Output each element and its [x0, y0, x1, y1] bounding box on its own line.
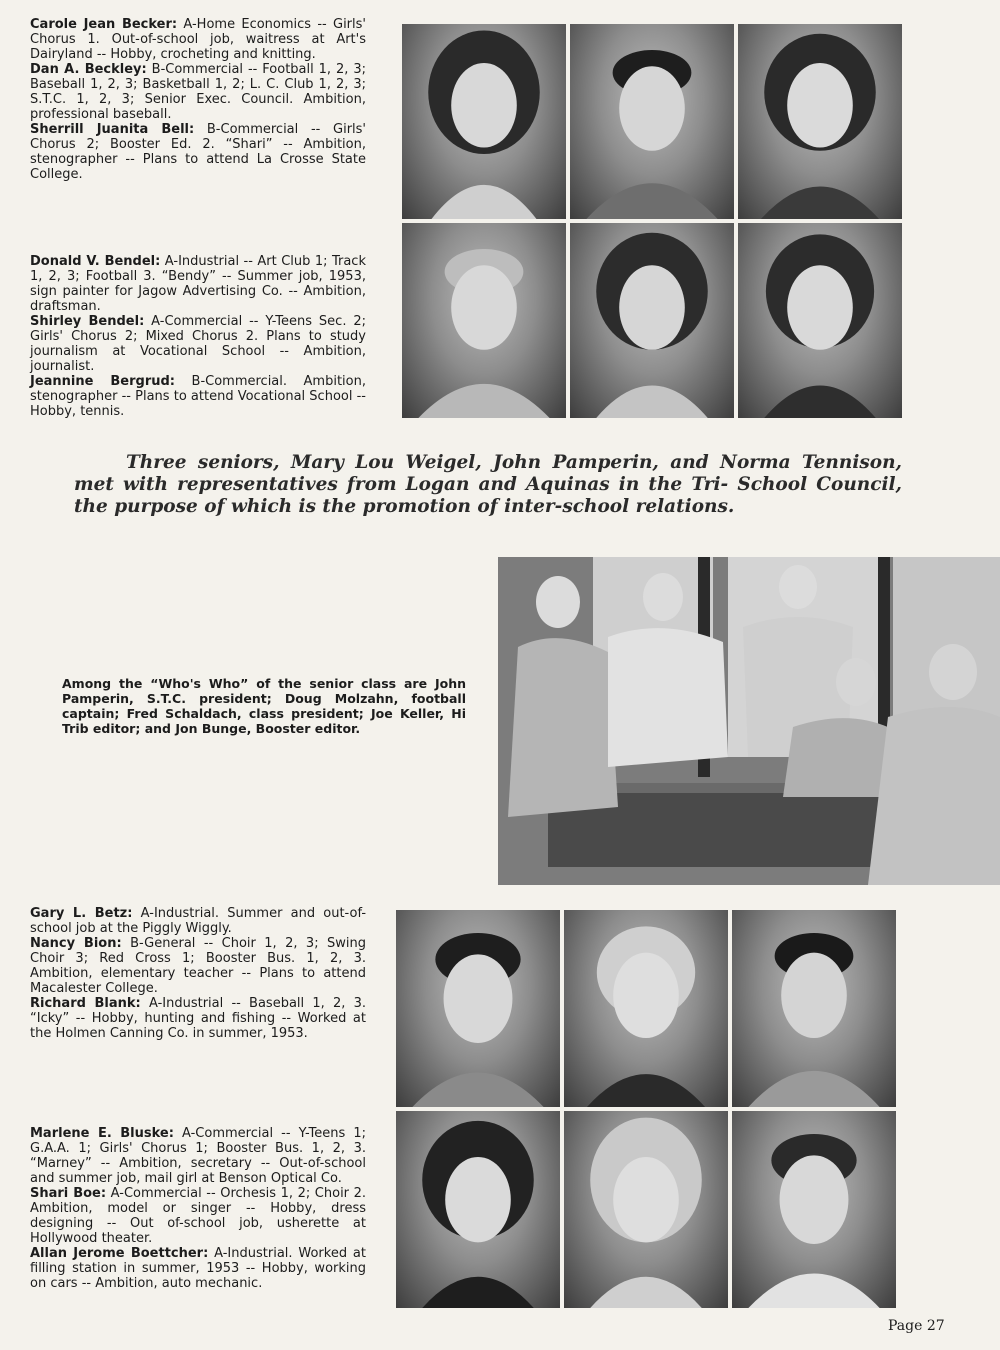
portrait-photo: [738, 24, 902, 219]
portrait-photo: [396, 1111, 560, 1308]
bio-text: B-Commercial -- Girls' Chorus 2; Booster Ed. 2. “Shari” -- Ambition, stenographer -- Plans to attend La Crosse State College.: [30, 122, 367, 182]
bio-entry: [30, 1126, 366, 1186]
bio-name: Dan A. Beckley:: [30, 62, 147, 77]
portrait-photo: [738, 223, 902, 418]
bio-text: A-Industrial. Worked at filling station in summer, 1953 -- Hobby, working on cars -- Ambition, auto mechanic.: [30, 1246, 366, 1291]
bio-name: Nancy Bion:: [30, 936, 122, 951]
bio-entry: [30, 62, 366, 122]
whos-who-group-photo: [498, 557, 1000, 885]
bio-entry: [30, 374, 366, 419]
portrait-photo: [402, 24, 566, 219]
whos-who-caption: Among the “Who's Who” of the senior class are John Pamperin, S.T.C. president; Doug Molzahn, football captain; Fred Schaldach, class president; Joe Keller, Hi Trib editor; and Jon Bunge, Booster editor.: [62, 676, 466, 736]
tri-school-council-caption-text: Three seniors, Mary Lou Weigel, John Pamperin, and Norma Tennison, met with representatives from Logan and Aquinas in the Tri- School Council, the purpose of which is the promotion of inter-school relations.: [74, 452, 902, 517]
portrait-photo: [564, 1111, 728, 1308]
bio-text: B-Commercial -- Football 1, 2, 3; Baseball 1, 2, 3; Basketball 1, 2; L. C. Club 1, 2, 3; S.T.C. 1, 2, 3; Senior Exec. Council. Ambition, professional baseball.: [30, 62, 366, 122]
portrait-photo: [564, 910, 728, 1107]
tri-school-council-caption: [74, 452, 902, 518]
bio-entry: [30, 906, 366, 936]
bio-name: Donald V. Bendel:: [30, 254, 161, 269]
bio-block-top-2: [30, 254, 366, 419]
bio-name: Marlene E. Bluske:: [30, 1126, 174, 1141]
portrait-grid-top: [402, 24, 902, 418]
bio-name: Carole Jean Becker:: [30, 17, 178, 32]
bio-name: Shari Boe:: [30, 1186, 107, 1201]
bio-text: A-Industrial -- Art Club 1; Track 1, 2, 3; Football 3. “Bendy” -- Summer job, 1953, sign painter for Jagow Advertising Co. -- Ambition, draftsman.: [30, 254, 366, 314]
bio-entry: [30, 936, 366, 996]
bio-text: A-Industrial. Summer and out-of-school job at the Piggly Wiggly.: [30, 906, 367, 936]
bio-name: Jeannine Bergrud:: [30, 374, 175, 389]
bio-name: Gary L. Betz:: [30, 906, 133, 921]
bio-entry: [30, 254, 366, 314]
bio-text: A-Home Economics -- Girls' Chorus 1. Out-of-school job, waitress at Art's Dairyland -- Hobby, crocheting and knitting.: [30, 17, 366, 62]
portrait-grid-bottom: [396, 910, 896, 1308]
bio-entry: [30, 17, 366, 62]
bio-text: B-General -- Choir 1, 2, 3; Swing Choir 3; Red Cross 1; Booster Bus. 1, 2, 3. Ambition, elementary teacher -- Plans to attend Macalester College.: [30, 936, 366, 996]
bio-entry: [30, 1246, 366, 1291]
bio-entry: [30, 122, 366, 182]
portrait-photo: [732, 910, 896, 1107]
bio-name: Sherrill Juanita Bell:: [30, 122, 195, 137]
bio-block-bottom-2: [30, 1126, 366, 1291]
bio-text: A-Commercial -- Y-Teens 1; G.A.A. 1; Girls' Chorus 1; Booster Bus. 1, 2, 3. “Marney” -- Ambition, secretary -- Out-of-school and summer job, mail girl at Benson Optical Co.: [30, 1126, 366, 1186]
portrait-photo: [402, 223, 566, 418]
bio-block-bottom-1: [30, 906, 366, 1041]
page-number: Page 27: [888, 1318, 945, 1334]
bio-text: B-Commercial. Ambition, stenographer -- Plans to attend Vocational School -- Hobby, tennis.: [30, 374, 366, 419]
portrait-photo: [396, 910, 560, 1107]
bio-name: Shirley Bendel:: [30, 314, 145, 329]
bio-block-top-1: [30, 17, 366, 182]
bio-entry: [30, 314, 366, 374]
bio-entry: [30, 996, 366, 1041]
portrait-photo: [732, 1111, 896, 1308]
bio-text: A-Commercial -- Orchesis 1, 2; Choir 2. Ambition, model or singer -- Hobby, dress designing -- Out of-school job, usherette at Hollywood theater.: [30, 1186, 366, 1246]
portrait-photo: [570, 24, 734, 219]
bio-text: A-Commercial -- Y-Teens Sec. 2; Girls' Chorus 2; Mixed Chorus 2. Plans to study journalism at Vocational School -- Ambition, journalist.: [30, 314, 366, 374]
bio-name: Richard Blank:: [30, 996, 141, 1011]
bio-name: Allan Jerome Boettcher:: [30, 1246, 209, 1261]
portrait-photo: [570, 223, 734, 418]
bio-entry: [30, 1186, 366, 1246]
bio-text: A-Industrial -- Baseball 1, 2, 3. “Icky” -- Hobby, hunting and fishing -- Worked at the Holmen Canning Co. in summer, 1953.: [30, 996, 366, 1041]
